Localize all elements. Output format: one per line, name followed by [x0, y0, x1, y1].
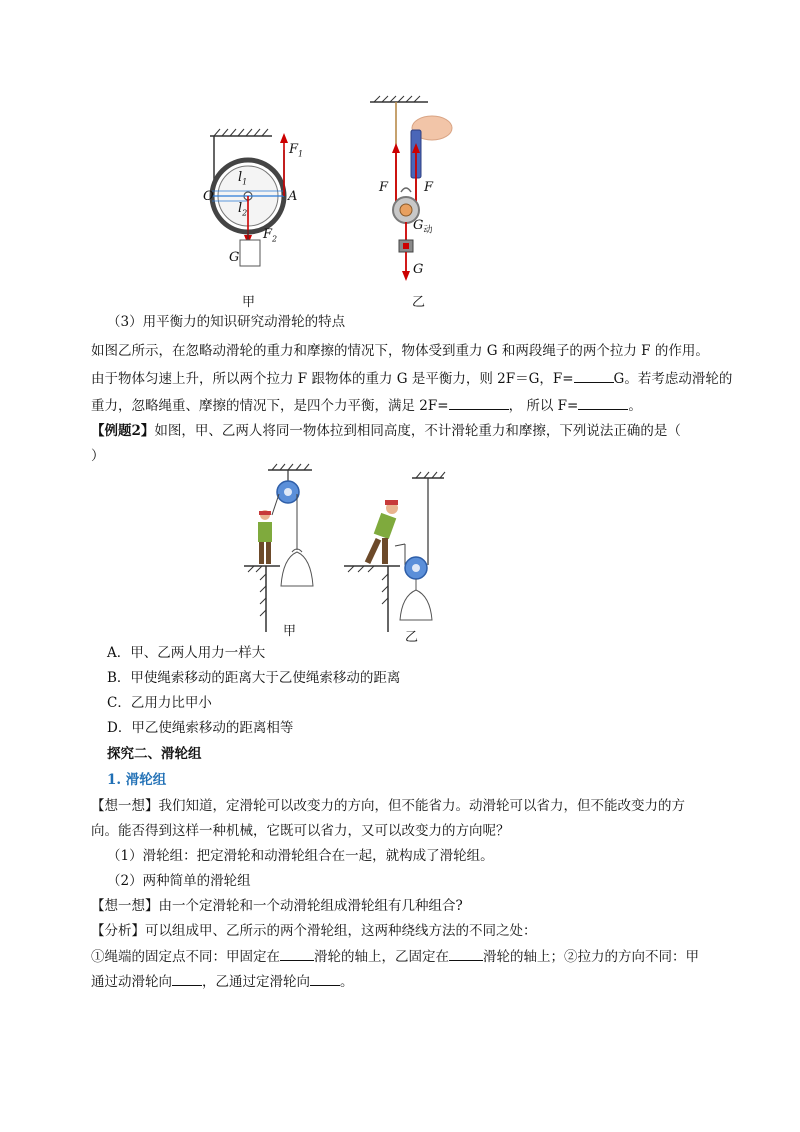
label-g-movable: $G_动$ — [413, 218, 433, 236]
figure-caption-jia: 甲 — [242, 295, 256, 310]
think-1-line2: 向。能否得到这样一种机械，它既可以省力，又可以改变力的方向呢？ — [91, 823, 510, 839]
think-2: 【想一想】由一个定滑轮和一个动滑轮组成滑轮组有几种组合? — [91, 898, 463, 914]
think-1-line1: 【想一想】我们知道，定滑轮可以改变力的方向，但不能省力。动滑轮可以省力，但不能改变力的方 — [91, 798, 685, 814]
label-o: O — [203, 189, 214, 204]
label-f2: $F_2$ — [263, 227, 278, 244]
label-l1: $l_1$ — [238, 170, 248, 187]
label-f-left: F — [379, 180, 389, 195]
answer-blank[interactable] — [280, 946, 314, 961]
analysis-line-b: 通过动滑轮向 ，乙通过定滑轮向 。 — [91, 971, 354, 992]
example-2-caption-yi: 乙 — [405, 630, 419, 645]
option-b[interactable]: B．甲使绳索移动的距离大于乙使绳索移动的距离 — [107, 670, 401, 686]
section-3-heading: （3）用平衡力的知识研究动滑轮的特点 — [107, 314, 346, 330]
label-l2: $l_2$ — [238, 201, 248, 218]
option-d[interactable]: D．甲乙使绳索移动的距离相等 — [107, 720, 294, 736]
label-f-right: F — [424, 180, 434, 195]
section-heading-explore-2: 探究二、滑轮组 — [107, 746, 202, 762]
option-c[interactable]: C．乙用力比甲小 — [107, 695, 212, 711]
label-g-block: G — [229, 250, 240, 265]
example-2-question: 【例题2】如图，甲、乙两人将同一物体拉到相同高度，不计滑轮重力和摩擦，下列说法正确的是（ — [91, 423, 681, 439]
label-a: A — [288, 189, 298, 204]
section-3-paragraph-line2: 由于物体匀速上升，所以两个拉力 F 跟物体的重力 G 是平衡力，则 2F＝G，F= G。若考虑动滑轮的 — [91, 368, 732, 389]
option-a[interactable]: A．甲、乙两人用力一样大 — [107, 645, 266, 661]
answer-blank[interactable] — [310, 971, 340, 986]
analysis: 【分析】可以组成甲、乙所示的两个滑轮组，这两种绕线方法的不同之处： — [91, 923, 537, 939]
item-2: （2）两种简单的滑轮组 — [107, 873, 251, 889]
example-2-question-end: ） — [91, 448, 105, 464]
answer-blank[interactable] — [449, 946, 483, 961]
section-3-paragraph-line1: 如图乙所示，在忽略动滑轮的重力和摩擦的情况下，物体受到重力 G 和两段绳子的两个拉力 F 的作用。 — [91, 343, 709, 359]
subheading-pulley-block: 1. 滑轮组 — [107, 772, 167, 788]
example-2-caption-jia: 甲 — [283, 624, 297, 639]
label-f1: $F_1$ — [289, 142, 304, 159]
answer-blank[interactable] — [172, 971, 202, 986]
figure-caption-yi: 乙 — [412, 295, 426, 310]
item-1: （1）滑轮组：把定滑轮和动滑轮组合在一起，就构成了滑轮组。 — [107, 848, 494, 864]
section-3-paragraph-line3: 重力，忽略绳重、摩擦的情况下，是四个力平衡，满足 2F= ， 所以 F= 。 — [91, 395, 642, 416]
label-g-load: G — [413, 262, 424, 277]
analysis-line-a: ①绳端的固定点不同：甲固定在 滑轮的轴上，乙固定在 滑轮的轴上；②拉力的方向不同：甲 — [91, 946, 699, 967]
